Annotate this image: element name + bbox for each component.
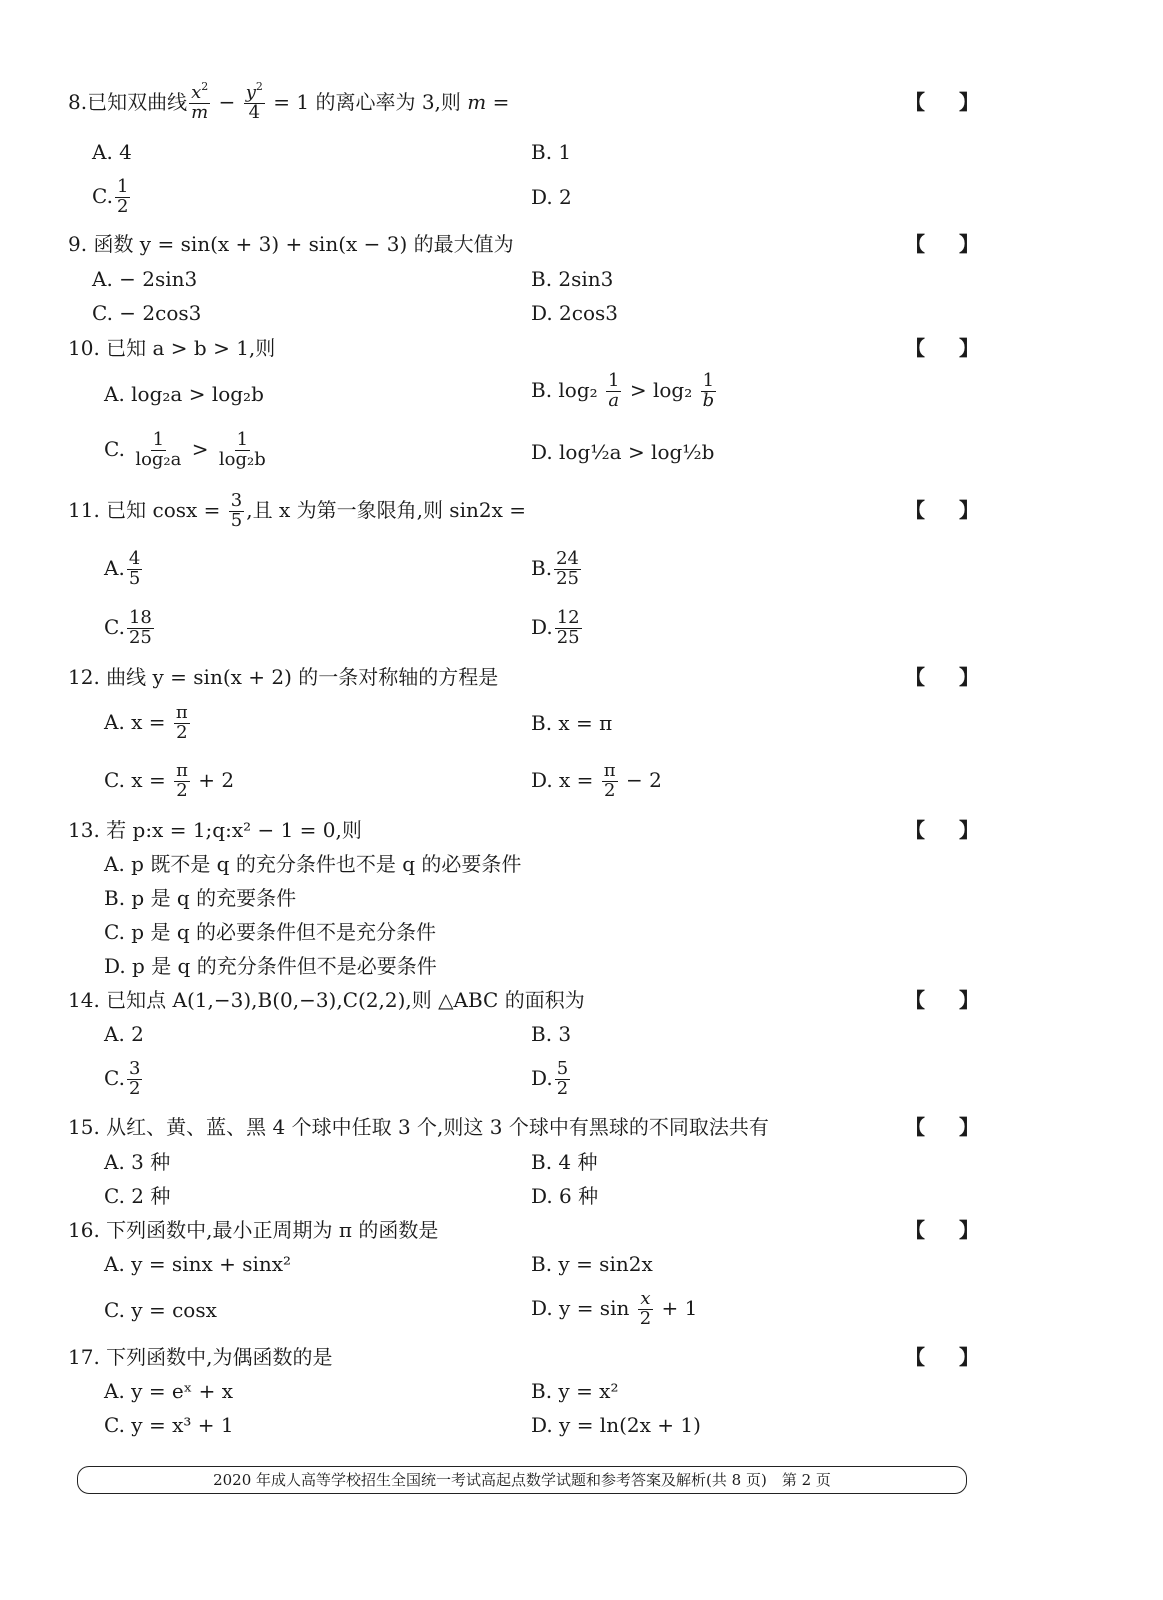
option-d[interactable]: D. $\frac{5}{2}$ bbox=[531, 1058, 569, 1099]
answer-bracket[interactable]: 【 】 bbox=[905, 665, 979, 689]
question-9-stem: 9. 函数 y = sin(x + 3) + sin(x − 3) 的最大值为 bbox=[68, 232, 514, 256]
option-d[interactable]: D. log½a > log½b bbox=[531, 440, 715, 464]
option-a[interactable]: A. p 既不是 q 的充分条件也不是 q 的必要条件 bbox=[104, 852, 522, 876]
question-15-stem: 15. 从红、黄、蓝、黑 4 个球中任取 3 个,则这 3 个球中有黑球的不同取法共有 bbox=[68, 1115, 769, 1139]
option-b[interactable]: B. $\frac{24}{25}$ bbox=[531, 548, 579, 589]
question-12-stem: 12. 曲线 y = sin(x + 2) 的一条对称轴的方程是 bbox=[68, 665, 499, 689]
option-c[interactable]: C. y = cosx bbox=[104, 1298, 217, 1322]
option-b[interactable]: B. 1 bbox=[531, 140, 572, 164]
fraction: $\frac{x^2}{m}$ bbox=[191, 80, 209, 123]
answer-bracket[interactable]: 【 】 bbox=[905, 1345, 979, 1369]
option-c[interactable]: C. $\frac{18}{25}$ bbox=[104, 607, 152, 648]
question-16-stem: 16. 下列函数中,最小正周期为 π 的函数是 bbox=[68, 1218, 439, 1242]
question-8-stem: 8.已知双曲线 $\frac{x^2}{m}$ − $\frac{y^2}{4}$ = 1 的离心率为 3,则 m = bbox=[68, 80, 510, 123]
option-a[interactable]: A. y = sinx + sinx² bbox=[104, 1252, 292, 1276]
option-d[interactable]: D. p 是 q 的充分条件但不是必要条件 bbox=[104, 954, 437, 978]
option-c[interactable]: C. p 是 q 的必要条件但不是充分条件 bbox=[104, 920, 436, 944]
page-footer: 2020 年成人高等学校招生全国统一考试高起点数学试题和参考答案及解析(共 8 页) 第 2 页 bbox=[77, 1466, 967, 1494]
option-d[interactable]: D. 2cos3 bbox=[531, 301, 618, 325]
option-b[interactable]: B. 2sin3 bbox=[531, 267, 614, 291]
option-c[interactable]: C. $\frac{1}{\text{log₂a}}$ > $\frac{1}{\text{log₂b}}$ bbox=[104, 429, 266, 470]
option-b[interactable]: B. 4 种 bbox=[531, 1150, 598, 1174]
question-11-stem: 11. 已知 cosx = $\frac{3}{5}$ ,且 x 为第一象限角,则 sin2x = bbox=[68, 490, 526, 531]
question-14-stem: 14. 已知点 A(1,−3),B(0,−3),C(2,2),则 △ABC 的面积为 bbox=[68, 988, 585, 1012]
option-a[interactable]: A. y = eˣ + x bbox=[104, 1379, 233, 1403]
option-a[interactable]: A. log₂a > log₂b bbox=[104, 382, 264, 406]
answer-bracket[interactable]: 【 】 bbox=[905, 498, 979, 522]
option-d[interactable]: D. $\frac{12}{25}$ bbox=[531, 607, 580, 648]
option-a[interactable]: A. 3 种 bbox=[104, 1150, 171, 1174]
option-c[interactable]: C. y = x³ + 1 bbox=[104, 1413, 234, 1437]
option-a[interactable]: A. 4 bbox=[92, 140, 132, 164]
option-c[interactable]: C. $\frac{1}{2}$ bbox=[92, 176, 129, 217]
question-10-stem: 10. 已知 a > b > 1,则 bbox=[68, 336, 276, 360]
answer-bracket[interactable]: 【 】 bbox=[905, 818, 979, 842]
option-b[interactable]: B. x = π bbox=[531, 711, 613, 735]
fraction: $\frac{y^2}{4}$ bbox=[245, 80, 263, 123]
question-17-stem: 17. 下列函数中,为偶函数的是 bbox=[68, 1345, 333, 1369]
option-c[interactable]: C. x = $\frac{\pi}{2}$ + 2 bbox=[104, 760, 235, 801]
answer-bracket[interactable]: 【 】 bbox=[905, 232, 979, 256]
option-d[interactable]: D. 2 bbox=[531, 185, 572, 209]
option-b[interactable]: B. y = x² bbox=[531, 1379, 619, 1403]
answer-bracket[interactable]: 【 】 bbox=[905, 90, 979, 114]
answer-bracket[interactable]: 【 】 bbox=[905, 1218, 979, 1242]
option-b[interactable]: B. log₂ $\frac{1}{a}$ > log₂ $\frac{1}{b}$ bbox=[531, 370, 715, 411]
option-c[interactable]: C. − 2cos3 bbox=[92, 301, 202, 325]
option-d[interactable]: D. 6 种 bbox=[531, 1184, 599, 1208]
option-a[interactable]: A. $\frac{4}{5}$ bbox=[104, 548, 141, 589]
option-b[interactable]: B. 3 bbox=[531, 1022, 572, 1046]
answer-bracket[interactable]: 【 】 bbox=[905, 336, 979, 360]
answer-bracket[interactable]: 【 】 bbox=[905, 988, 979, 1012]
option-c[interactable]: C. 2 种 bbox=[104, 1184, 171, 1208]
option-c[interactable]: C. $\frac{3}{2}$ bbox=[104, 1058, 141, 1099]
option-b[interactable]: B. y = sin2x bbox=[531, 1252, 653, 1276]
option-b[interactable]: B. p 是 q 的充要条件 bbox=[104, 886, 297, 910]
option-d[interactable]: D. y = ln(2x + 1) bbox=[531, 1413, 701, 1437]
option-d[interactable]: D. x = $\frac{\pi}{2}$ − 2 bbox=[531, 760, 662, 801]
option-a[interactable]: A. 2 bbox=[104, 1022, 144, 1046]
question-13-stem: 13. 若 p:x = 1;q:x² − 1 = 0,则 bbox=[68, 818, 362, 842]
option-a[interactable]: A. x = $\frac{\pi}{2}$ bbox=[104, 702, 188, 743]
answer-bracket[interactable]: 【 】 bbox=[905, 1115, 979, 1139]
option-d[interactable]: D. y = sin $\frac{x}{2}$ + 1 bbox=[531, 1288, 698, 1329]
option-a[interactable]: A. − 2sin3 bbox=[92, 267, 198, 291]
